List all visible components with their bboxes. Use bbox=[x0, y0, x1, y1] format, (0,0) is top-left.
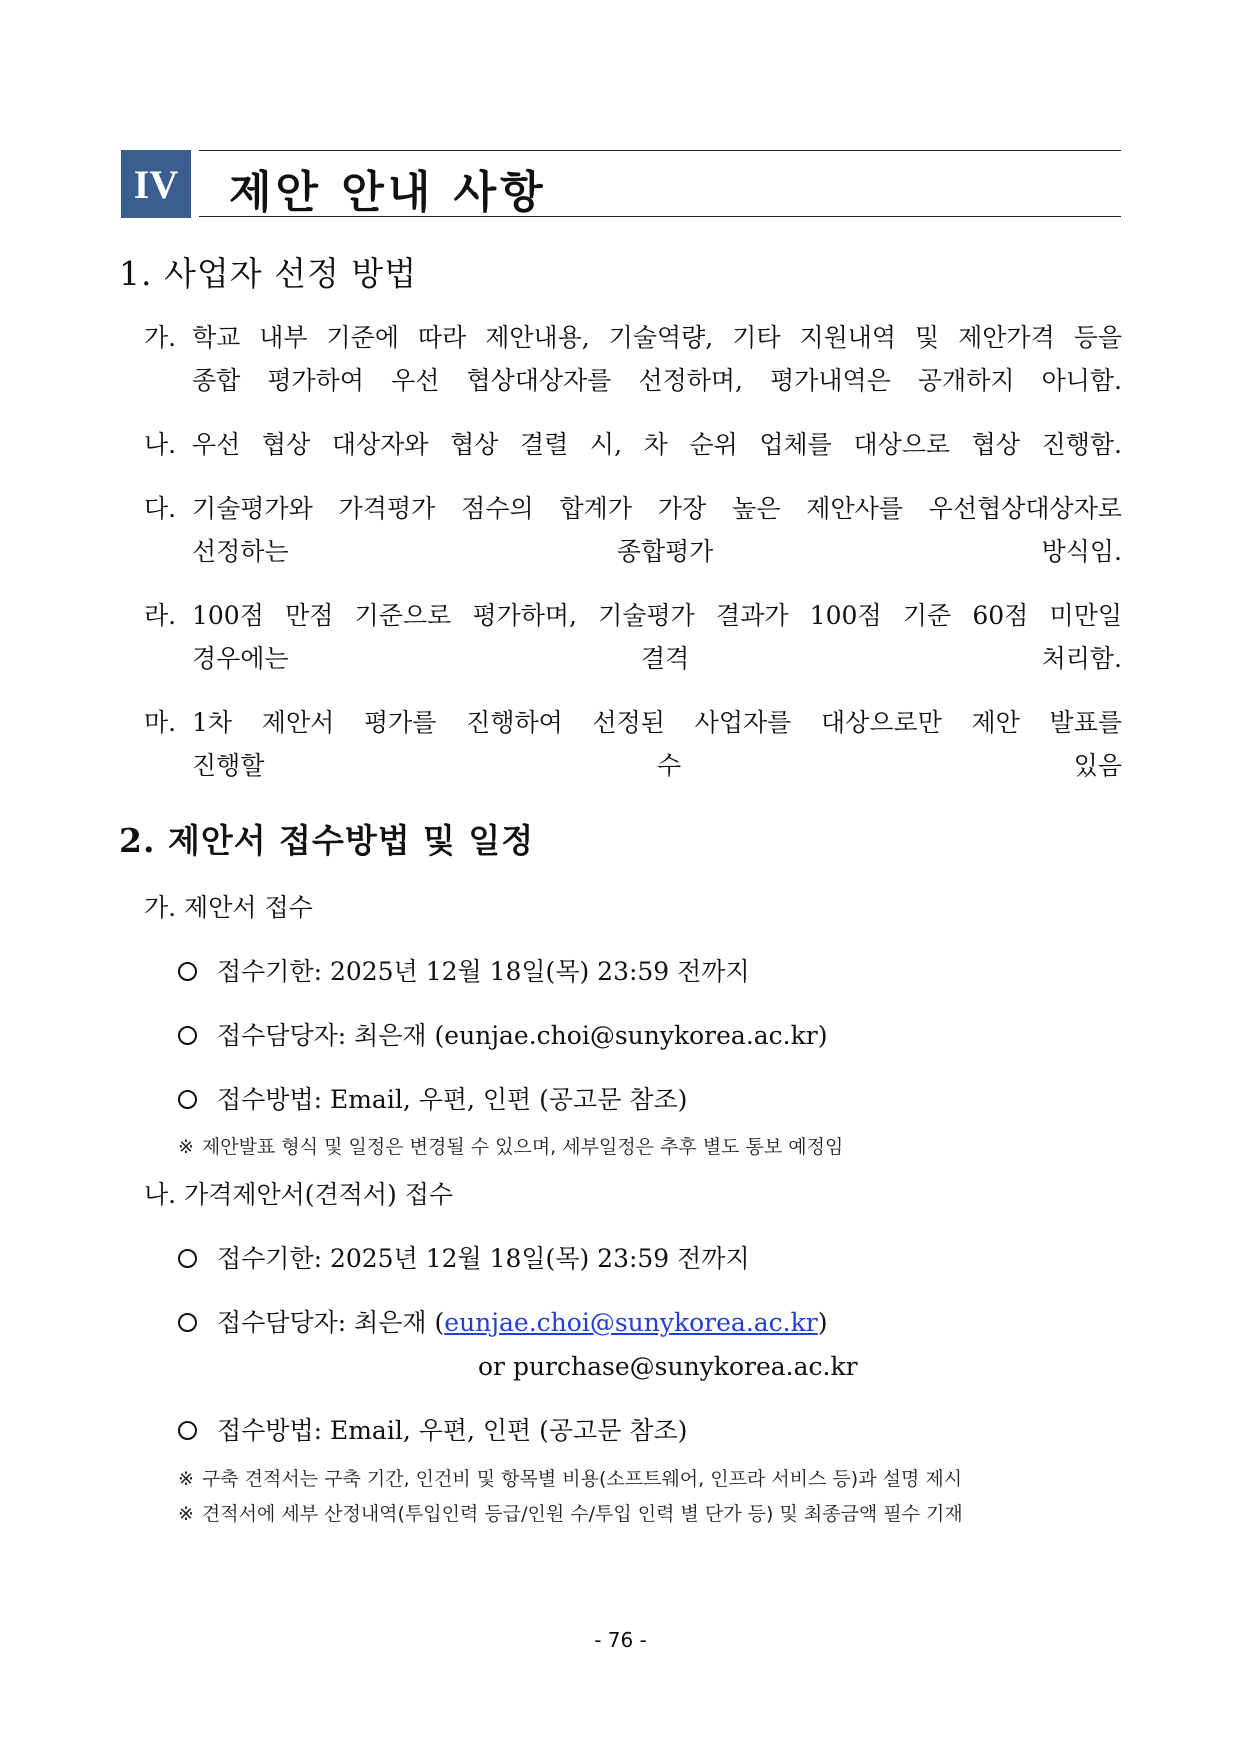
circle-bullet-icon bbox=[178, 1421, 197, 1440]
item-marker: 다. bbox=[144, 494, 177, 523]
page-number: - 76 - bbox=[594, 1628, 647, 1652]
section-1-item-ma bbox=[144, 701, 1122, 787]
sub-b-bullet-method bbox=[178, 1409, 687, 1452]
bullet-text: 접수담당자: 최은재 (eunjae.choi@sunykorea.ac.kr) bbox=[217, 1021, 828, 1050]
item-line-1: 1차 제안서 평가를 진행하여 선정된 사업자를 대상으로만 제안 발표를 bbox=[192, 708, 1122, 737]
circle-bullet-icon bbox=[178, 1249, 197, 1268]
item-line-1: 학교 내부 기준에 따라 제안내용, 기술역량, 기타 지원내역 및 제안가격 등을 bbox=[192, 323, 1122, 352]
circle-bullet-icon bbox=[178, 1090, 197, 1109]
item-marker: 가. bbox=[144, 323, 177, 352]
sub-a-bullet-deadline bbox=[178, 950, 750, 993]
item-line-1: 100점 만점 기준으로 평가하며, 기술평가 결과가 100점 기준 60점 미만일 bbox=[192, 601, 1122, 630]
section-1-heading: 1. 사업자 선정 방법 bbox=[119, 254, 418, 293]
sub-b-contact-alternate: or purchase@sunykorea.ac.kr bbox=[478, 1352, 858, 1381]
item-line-1: 기술평가와 가격평가 점수의 합계가 가장 높은 제안사를 우선협상대상자로 bbox=[192, 494, 1122, 523]
bullet-text-suffix: ) bbox=[817, 1308, 828, 1337]
item-marker: 나. bbox=[144, 430, 177, 459]
circle-bullet-icon bbox=[178, 1026, 197, 1045]
sub-b-bullet-contact bbox=[178, 1301, 828, 1344]
note-text: 견적서에 세부 산정내역(투입인력 등급/인원 수/투입 인력 별 단가 등) 및 최종금액 필수 기재 bbox=[201, 1503, 963, 1525]
circle-bullet-icon bbox=[178, 962, 197, 981]
sub-b-note-1 bbox=[178, 1464, 962, 1494]
section-1-item-ga bbox=[144, 316, 1122, 402]
sub-b-note-2 bbox=[178, 1499, 963, 1529]
contact-email-link[interactable]: eunjae.choi@sunykorea.ac.kr bbox=[444, 1308, 818, 1337]
sub-b-bullet-deadline bbox=[178, 1237, 750, 1280]
reference-mark-icon: ※ bbox=[178, 1468, 194, 1490]
section-2-heading: 2. 제안서 접수방법 및 일정 bbox=[119, 821, 535, 860]
bullet-text: 접수기한: 2025년 12월 18일(목) 23:59 전까지 bbox=[217, 1244, 750, 1273]
reference-mark-icon: ※ bbox=[178, 1503, 194, 1525]
item-marker: 라. bbox=[144, 601, 177, 630]
note-text: 구축 견적서는 구축 기간, 인건비 및 항목별 비용(소프트웨어, 인프라 서비스 등)과 설명 제시 bbox=[201, 1468, 963, 1490]
item-line-1: 우선 협상 대상자와 협상 결렬 시, 차 순위 업체를 대상으로 협상 진행함. bbox=[192, 430, 1122, 459]
header-rule-top bbox=[199, 150, 1121, 151]
section-1-item-da bbox=[144, 487, 1122, 573]
header-rule-bottom bbox=[199, 216, 1121, 217]
item-line-2: 종합 평가하여 우선 협상대상자를 선정하며, 평가내역은 공개하지 아니함. bbox=[192, 366, 1122, 395]
bullet-text-prefix: 접수담당자: 최은재 ( bbox=[217, 1308, 445, 1337]
sub-a-bullet-method bbox=[178, 1078, 687, 1121]
circle-bullet-icon bbox=[178, 1313, 197, 1332]
sub-a-note bbox=[178, 1132, 843, 1162]
section-1-item-ra bbox=[144, 594, 1122, 680]
bullet-text: 접수방법: Email, 우편, 인편 (공고문 참조) bbox=[217, 1085, 688, 1114]
note-text: 제안발표 형식 및 일정은 변경될 수 있으며, 세부일정은 추후 별도 통보 예정임 bbox=[201, 1136, 844, 1158]
sub-b-label: 나. 가격제안서(견적서) 접수 bbox=[144, 1180, 453, 1209]
reference-mark-icon: ※ bbox=[178, 1136, 194, 1158]
item-line-2: 선정하는 종합평가 방식임. bbox=[192, 537, 1122, 566]
item-marker: 마. bbox=[144, 708, 177, 737]
sub-a-label: 가. 제안서 접수 bbox=[144, 893, 313, 922]
bullet-text: 접수기한: 2025년 12월 18일(목) 23:59 전까지 bbox=[217, 957, 750, 986]
bullet-text: 접수방법: Email, 우편, 인편 (공고문 참조) bbox=[217, 1416, 688, 1445]
chapter-header bbox=[121, 150, 1121, 218]
item-line-2: 진행할 수 있음 bbox=[192, 751, 1122, 780]
sub-a-bullet-contact bbox=[178, 1014, 827, 1057]
section-1-item-na bbox=[144, 423, 1122, 466]
item-line-2: 경우에는 결격 처리함. bbox=[192, 644, 1122, 673]
chapter-number-badge: IV bbox=[121, 150, 191, 218]
chapter-title: 제안 안내 사항 bbox=[229, 167, 547, 218]
